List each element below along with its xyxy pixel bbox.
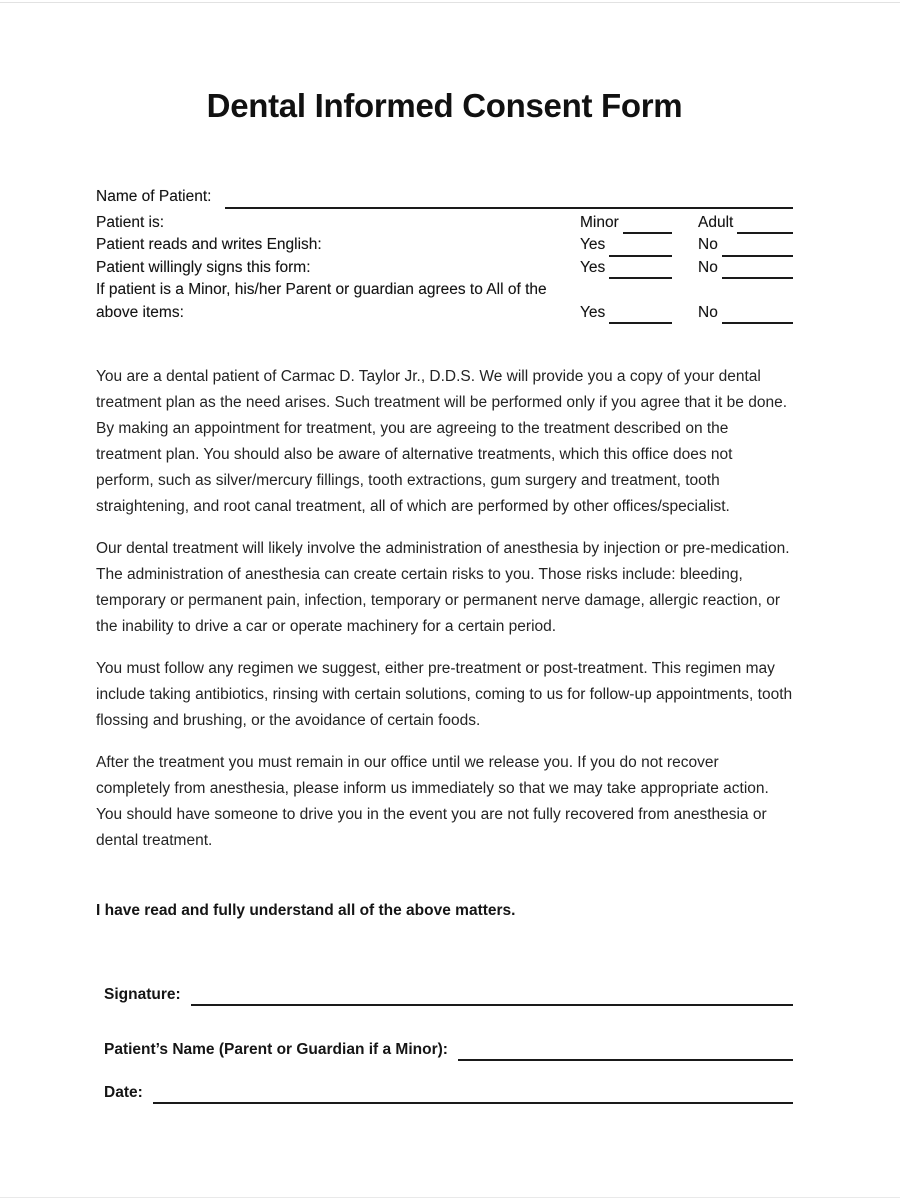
- reads-english-no-line[interactable]: [722, 238, 793, 257]
- signature-row: [104, 984, 793, 1006]
- patient-name-row: [96, 186, 793, 209]
- reads-english-yes-option: [580, 234, 672, 257]
- scan-artifact-top-edge: [0, 2, 900, 3]
- date-line[interactable]: [153, 1085, 793, 1104]
- willingly-signs-yes-label: Yes: [580, 258, 606, 276]
- minor-label: Minor: [580, 213, 619, 231]
- reads-english-row: [96, 234, 793, 257]
- reads-english-no-label: No: [698, 236, 718, 253]
- guardian-agrees-no-label: No: [698, 303, 718, 321]
- adult-option: [698, 212, 793, 235]
- signature-label: Signature:: [104, 986, 181, 1003]
- patient-info-section: [96, 186, 793, 324]
- scan-artifact-bottom-edge: [0, 1197, 900, 1198]
- paragraph-anesthesia-risks: Our dental treatment will likely involve the administration of anesthesia by injection or pre-medication. The administration of anesthesia can create certain risks to you. Those risks include: bleeding, temporary or permanent pain, infection, temporary or permanent nerve damage, allergic reaction, or the inability to drive a car or operate machinery for a certain period.: [96, 540, 790, 635]
- page-title: Dental Informed Consent Form: [206, 87, 683, 124]
- reads-english-yes-line[interactable]: [609, 238, 672, 257]
- signature-section: [96, 984, 793, 1104]
- date-label: Date:: [104, 1084, 143, 1101]
- adult-label: Adult: [698, 213, 734, 231]
- willingly-signs-row: [96, 257, 793, 280]
- minor-guardian-agrees-label: If patient is a Minor, his/her Parent or guardian agrees to All of the above items:: [96, 281, 547, 321]
- minor-option: [580, 212, 672, 235]
- patients-name-label: Patient’s Name (Parent or Guardian if a Minor):: [104, 1041, 448, 1058]
- patient-name-line[interactable]: [225, 190, 793, 209]
- reads-english-no-option: [698, 234, 793, 257]
- guardian-agrees-yes-label: Yes: [580, 303, 606, 321]
- guardian-agrees-no-line[interactable]: [722, 305, 793, 324]
- signature-line[interactable]: [191, 987, 793, 1006]
- willingly-signs-no-option: [698, 257, 793, 280]
- paragraph-post-treatment: After the treatment you must remain in our office until we release you. If you do not recover completely from anesthesia, please inform us immediately so that we may take appropriate action. You should have someone to drive you in the event you are not fully recovered from anesthesia or dental treatment.: [96, 754, 769, 849]
- guardian-agrees-yes-line[interactable]: [609, 305, 672, 324]
- patient-is-row: [96, 212, 793, 235]
- patient-name-label: Name of Patient:: [96, 188, 212, 205]
- willingly-signs-no-line[interactable]: [722, 260, 793, 279]
- willingly-signs-yes-line[interactable]: [609, 260, 672, 279]
- willingly-signs-label: Patient willingly signs this form:: [96, 258, 311, 276]
- reads-english-label: Patient reads and writes English:: [96, 236, 322, 253]
- willingly-signs-yes-option: [580, 257, 672, 280]
- patients-name-line[interactable]: [458, 1042, 793, 1061]
- patients-name-row: [104, 1039, 793, 1061]
- minor-line[interactable]: [623, 215, 672, 234]
- paragraph-treatment-plan: You are a dental patient of Carmac D. Taylor Jr., D.D.S. We will provide you a copy of your dental treatment plan as the need arises. Such treatment will be performed only if you agree that it be done. By making an appointment for treatment, you are agreeing to the treatment described on the treatment plan. You should also be aware of alternative treatments, which this office does not perform, such as silver/mercury fillings, tooth extractions, gum surgery and treatment, tooth straightening, and root canal treatment, all of which are performed by other offices/specialist.: [96, 368, 788, 515]
- paragraph-regimen: You must follow any regimen we suggest, either pre-treatment or post-treatment. This regimen may include taking antibiotics, rinsing with certain solutions, coming to us for follow-up appointments, tooth flossing and brushing, or the avoidance of certain foods.: [96, 660, 793, 729]
- date-row: [104, 1082, 793, 1104]
- patient-is-label: Patient is:: [96, 213, 165, 231]
- adult-line[interactable]: [737, 215, 793, 234]
- willingly-signs-no-label: No: [698, 258, 718, 276]
- guardian-agrees-no-option: [698, 302, 793, 325]
- guardian-agrees-yes-option: [580, 302, 672, 325]
- acknowledgement-statement: I have read and fully understand all of the above matters.: [96, 902, 516, 919]
- consent-body: [96, 364, 793, 854]
- reads-english-yes-label: Yes: [580, 236, 606, 253]
- minor-guardian-agrees-row: [96, 279, 793, 324]
